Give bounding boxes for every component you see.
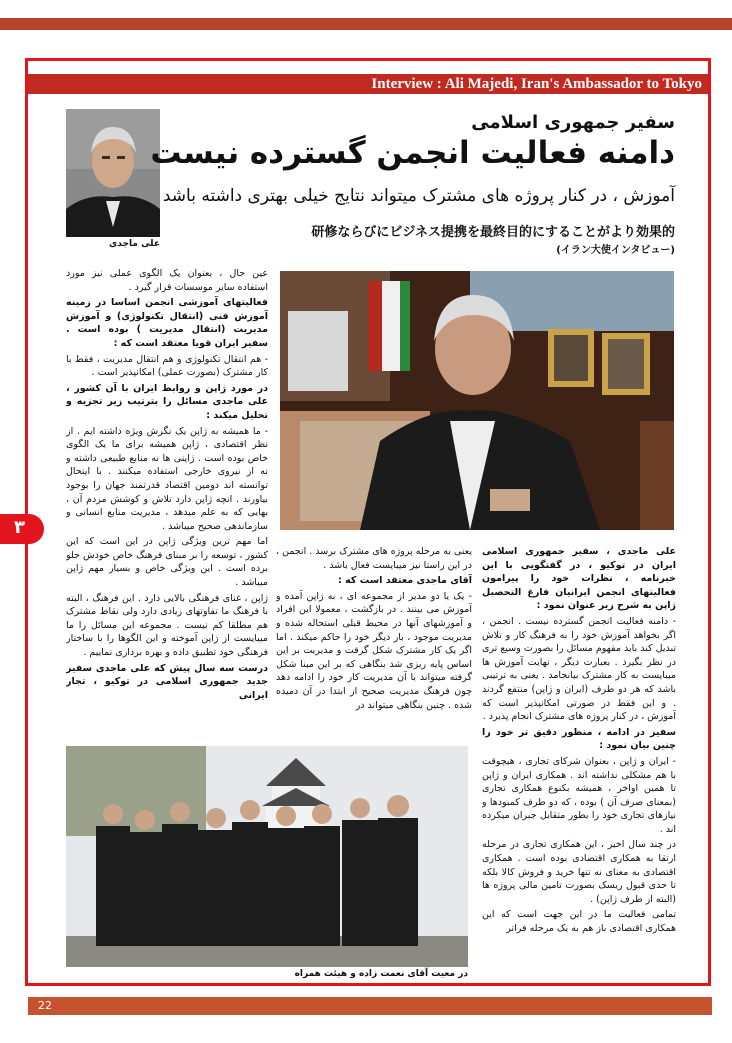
banner-title: Interview : Ali Majedi, Iran's Ambassador to Tokyo	[371, 76, 702, 92]
column-paragraph: علی ماجدی ، سفیر جمهوری اسلامی ایران در توکیو ، در گفتگویی با این خبرنامه ، نظرات خود را پیرامون فعالیتهای انجمن ایرانیان فارغ التحصیل ژاپن به شرح زیر عنوان نمود :	[482, 546, 676, 612]
ambassador-office-photo	[280, 271, 674, 530]
column-paragraph: - ایران و ژاپن ، بعنوان شرکای تجاری ، هیچوقت با هم مشکلی نداشته اند . همکاری ایران و ژاپن تا همین اواخر ، همیشه بکنوع همکاری تجاری (بمعنای صرف آن ) بوده ، که دو طرف کمبودها و نیازهای تجاری خود را بطور متقابل جبران میکرده اند .	[482, 755, 676, 835]
headline-lead: آموزش ، در کنار پروژه های مشترک میتواند نتایج خیلی بهتری داشته باشد	[162, 186, 675, 206]
column-paragraph: - هم انتقال تکنولوژی و هم انتقال مدیریت ، فقط با کار مشترک (بصورت عملی) امکانپذیر است .	[66, 353, 268, 379]
column-paragraph: عین حال ، بعنوان یک الگوی عملی نیز مورد استفاده سایر موسسات قرار گیرد .	[66, 268, 268, 293]
delegation-group-photo	[66, 746, 468, 967]
column-paragraph: فعالیتهای آموزشی انجمن اساسا در زمینه آموزش فنی (انتقال تکنولوژی) و آموزش مدیریت (انتقال مدیریت ) بوده است . سفیر ایران قویا معتقد است که :	[66, 297, 268, 349]
top-decorative-bar	[0, 18, 732, 30]
group-photo-image	[66, 746, 468, 967]
text-column-middle	[276, 545, 472, 741]
column-paragraph: تمامی فعالیت ما در این جهت است که این همکاری اقتصادی باز هم به یک مرحله فراتر	[482, 909, 676, 935]
page-number: 22	[38, 999, 52, 1012]
column-paragraph: یعنی به مرحله پروژه های مشترک برسد . انجمن ، در این راستا نیز میبایست فعال باشد .	[276, 546, 472, 571]
column-paragraph: سفیر در ادامه ، منظور دقیق تر خود را چنین بیان نمود :	[482, 726, 676, 752]
section-number-tab	[0, 514, 44, 544]
portrait-image	[66, 109, 160, 237]
ambassador-portrait	[66, 109, 160, 237]
interview-banner	[28, 74, 708, 94]
text-column-right	[482, 545, 676, 983]
group-photo-caption: در معیت آقای نعمت زاده و هیئت همراه	[294, 969, 468, 979]
text-column-left	[66, 267, 268, 742]
column-paragraph: ژاپن ، غنای فرهنگی بالایی دارد . این فرهنگ ، البته با فرهنگ ما تفاوتهای زیادی دارد ولی نقاط مشترک هم مطلقا کم نیست . مجموعه این مسائل را ما میبایست از ژاپن آموخته و این الگوها را با ساختار فرهنگی خود تطبیق داده و بهره برداری نماییم .	[66, 592, 268, 659]
section-number: ۳	[14, 517, 25, 538]
column-paragraph: - یک یا دو مدیر از مجموعه ای ، به ژاپن آمده و آموزش می بینند . در بازگشت ، معمولا این افراد و آموزشهای آنها در محیط قبلی استحاله شده و مدیریت موجود ، بار دیگر خود را حاکم میکند . اما اگر یک کار مشترک شکل گرفت و مدیریت بر این اساس پایه ریزی شد بنگاهی که بر این مبنا شکل گرفته میتواند با آن مدیریت کار خود را ادامه دهد چون فرهنگ مدیریت صحیح از ابتدا در آن دمیده شده . چنین بنگاهی میتواند در	[276, 590, 472, 711]
column-paragraph: در چند سال اخیر ، این همکاری تجاری در مرحله ارتقا به همکاری اقتصادی بوده است . همکاری اقتصادی به معنای نه تنها خرید و فروش کالا بلکه تا حدی قبول ریسک بصورت تامین مالی پروژه ها (البته از طرف ژاپن) .	[482, 839, 676, 905]
bottom-decorative-bar	[28, 997, 712, 1015]
column-paragraph: در مورد ژاپن و روابط ایران با آن کشور ، علی ماجدی مسائل را بترتیب زیر تجزیه و تحلیل میکند :	[66, 382, 268, 421]
headline-japanese: 研修ならびにビジネス提携を最終目的にすることがより効果的	[311, 225, 675, 240]
column-paragraph: - دامنه فعالیت انجمن گسترده نیست . انجمن ، اگر بخواهد آموزش خود را به فرهنگ کار و تلاش تبدیل کند باید مفهوم مسائل را بصورت وسیع تری در نظر بگیرد . بعبارت دیگر ، نهایت آموزش ها میبایست به کار مشترک بیانجامد . یعنی به ترتیبی باشد که هر دو طرف (ایران و ژاپن) منتفع گردند . و این فقط در صورتی امکانپذیر است که آموزش ، در کنار پروژه های مشترک انجام پذیرد .	[482, 615, 676, 723]
portrait-caption: علی ماجدی	[109, 239, 160, 249]
headline-japanese-sub: (イラン大使インタビュー)	[556, 245, 675, 256]
column-paragraph: درست سه سال پیش که علی ماجدی سفیر جدید جمهوری اسلامی در توکیو ، تجار ایرانی	[66, 662, 268, 701]
column-paragraph: آقای ماجدی معتقد است که :	[338, 575, 472, 587]
headline-sub: سفیر جمهوری اسلامی	[471, 112, 675, 133]
column-paragraph: - ما همیشه به ژاپن یک نگرش ویژه داشته ایم . از نظر اقتصادی ، ژاپن همیشه برای ما یک الگوی خاص بوده است . ژاپنی ها نه منابع طبیعی داشته و نه از نیروی خارجی استفاده میکنند . با اینحال توانسته اند دومین اقتصاد قدرتمند جهان را بوجود بیاورند . انچه ژاپن دارد تلاش و کوشش مردم آن ، بهایی که به علم میدهد ، مدیریت منابع انسانی و سازماندهی صحیح میباشد .	[66, 425, 268, 532]
column-paragraph: اما مهم ترین ویژگی ژاپن در این است که این کشور ، توسعه را بر مبنای فرهنگ خاص خودش جلو برده است . این ویژگی خاص و بسیار مهم ژاپن میباشد .	[66, 536, 268, 589]
office-photo-image	[280, 271, 674, 530]
headline-main: دامنه فعالیت انجمن گسترده نیست	[150, 135, 675, 171]
